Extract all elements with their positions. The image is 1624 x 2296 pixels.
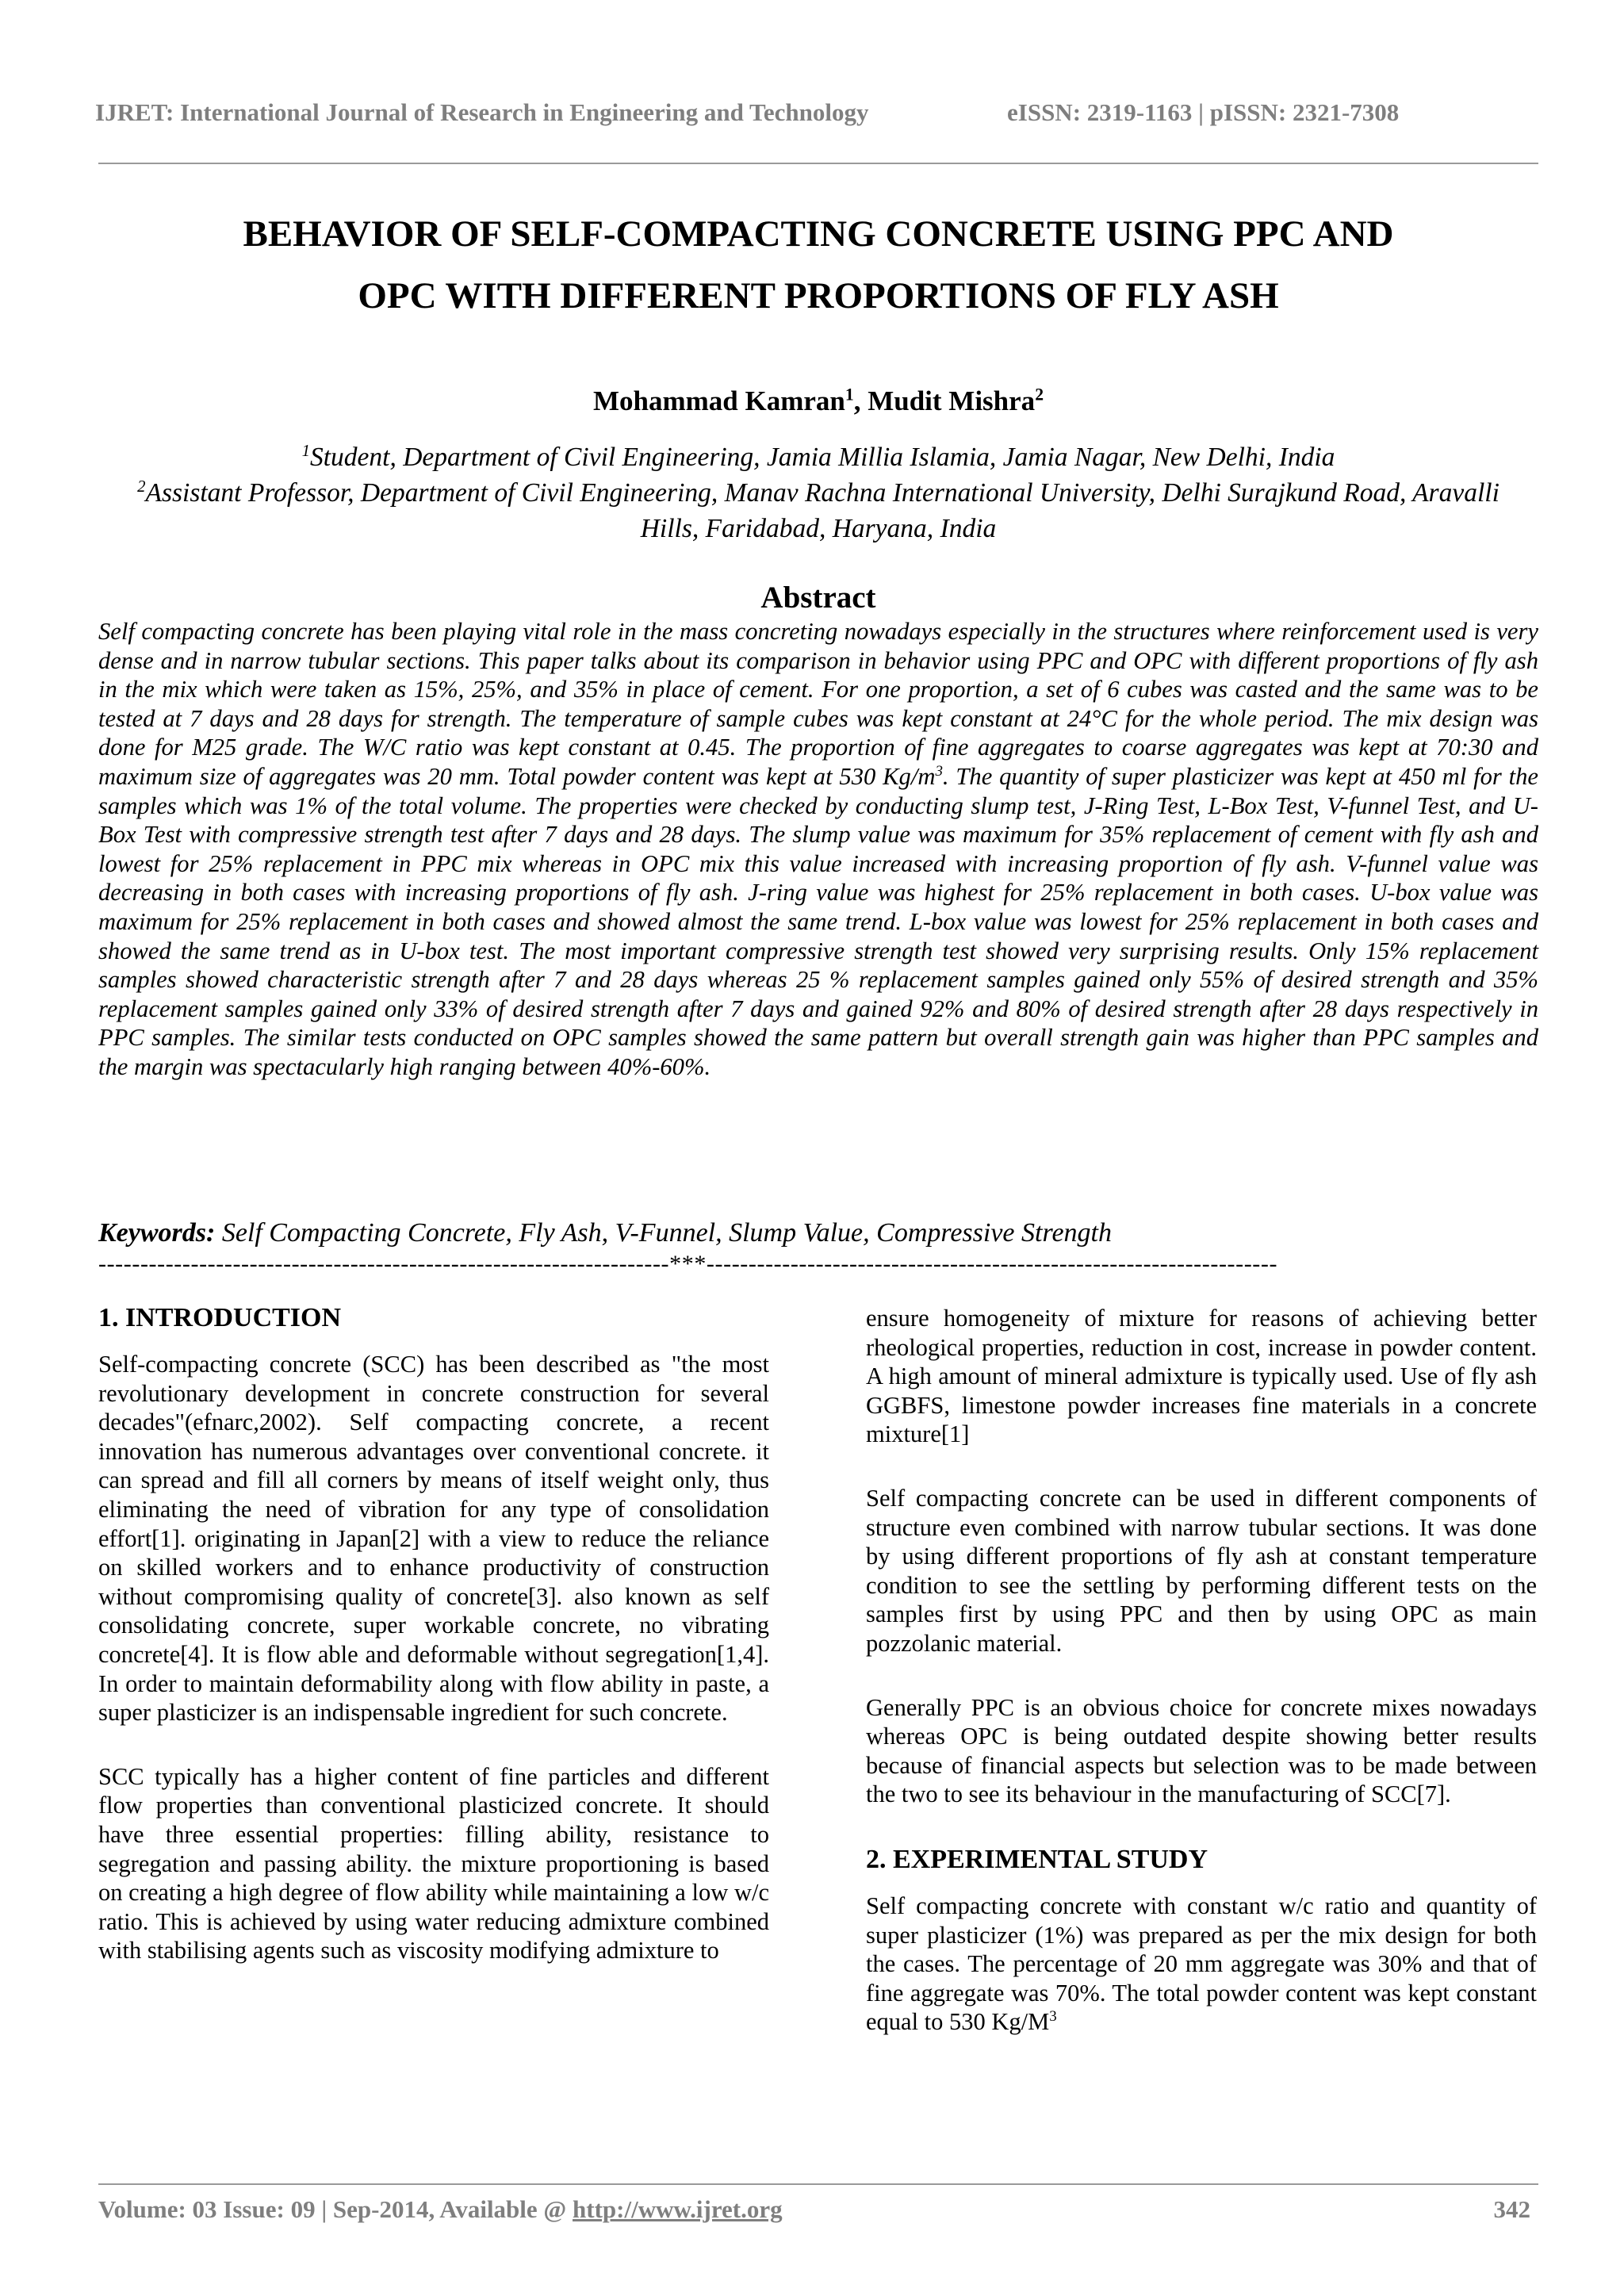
running-header bbox=[95, 98, 1538, 127]
page-number: 342 bbox=[1493, 2195, 1530, 2223]
right-paragraph-2: Self compacting concrete can be used in different components of structure even combined with narrow tubular sections. It was done by using different proportions of fly ash at constant temperature condition to see the settling by performing different tests on the samples first by using PPC and then by using OPC as main pozzolanic material. bbox=[866, 1484, 1537, 1657]
affiliation-1-text: Student, Department of Civil Engineering, Jamia Millia Islamia, Jamia Nagar, New Delhi, India bbox=[309, 443, 1335, 472]
affiliation-2-text: Assistant Professor, Department of Civil Engineering, Manav Rachna International University, Delhi Surajkund Road, Aravalli Hills, Faridabad, Haryana, India bbox=[145, 478, 1500, 543]
author-1: Mohammad Kamran bbox=[592, 385, 845, 416]
abstract-heading: Abstract bbox=[760, 581, 876, 615]
author-2-marker: 2 bbox=[1035, 385, 1044, 404]
experimental-superscript: 3 bbox=[1049, 2008, 1057, 2026]
section-separator: --------------------------------------------------------------------***-------------------------------------------------------------------- bbox=[98, 1251, 1278, 1277]
abstract-superscript: 3 bbox=[935, 762, 943, 780]
affiliations bbox=[119, 439, 1518, 546]
footer-rule bbox=[98, 2183, 1538, 2185]
author-2: Mudit Mishra bbox=[868, 385, 1036, 416]
running-footer bbox=[98, 2195, 1538, 2224]
author-1-marker: 1 bbox=[845, 385, 854, 404]
left-column bbox=[98, 1301, 769, 2000]
affiliation-2 bbox=[119, 475, 1518, 546]
experimental-paragraph-text: Self compacting concrete with constant w/c ratio and quantity of super plasticizer (1%) was prepared as per the mix design for both the cases. The percentage of 20 mm aggregate was 30% and that of fine aggregate was 70%. The total powder content was kept constant equal to 530 Kg/M bbox=[866, 1892, 1537, 2036]
keywords-label: Keywords: bbox=[98, 1218, 216, 1248]
title-line-1: BEHAVIOR OF SELF-COMPACTING CONCRETE USING PPC AND bbox=[243, 213, 1394, 255]
keywords-text: Self Compacting Concrete, Fly Ash, V-Funnel, Slump Value, Compressive Strength bbox=[215, 1218, 1112, 1248]
introduction-heading: 1. INTRODUCTION bbox=[98, 1303, 342, 1332]
author-separator: , bbox=[853, 385, 868, 416]
header-rule bbox=[98, 163, 1538, 164]
abstract-text-b: . The quantity of super plasticizer was kept at 450 ml for the samples which was 1% of the total volume. The properties were checked by conducting slump test, J-Ring Test, L-Box Test, V-funnel Test, and U-Box Test with compressive strength test after 7 days and 28 days. The slump value was maximum for 35% replacement of cement with fly ash and lowest for 25% replacement in PPC mix whereas in OPC mix this value increased with increasing proportion of fly ash. V-funnel value was decreasing in both cases with increasing proportions of fly ash. J-ring value was highest for 25% replacement in both cases. U-box value was maximum for 25% replacement in both cases and showed almost the same trend. L-box value was lowest for 25% replacement in both cases and showed the same trend as in U-box test. The most important compressive strength test showed very surprising results. Only 15% replacement samples showed characteristic strength after 7 and 28 days whereas 25 % replacement samples gained only 55% of desired strength and 35% replacement samples gained only 33% of desired strength after 7 days and gained 92% and 80% of desired strength after 28 days respectively in PPC samples. The similar tests conducted on OPC samples showed the same pattern but overall strength gain was higher than PPC samples and the margin was spectacularly high ranging between 40%-60%. bbox=[98, 762, 1538, 1080]
author-list bbox=[98, 384, 1538, 419]
journal-website-link[interactable]: http://www.ijret.org bbox=[573, 2195, 783, 2223]
right-paragraph-1: ensure homogeneity of mixture for reasons of achieving better rheological properties, reduction in cost, increase in powder content. A high amount of mineral admixture is typically used. Use of fly ash GGBFS, limestone powder increases fine materials in a concrete mixture[1] bbox=[866, 1305, 1537, 1448]
right-paragraph-3: Generally PPC is an obvious choice for concrete mixes nowadays whereas OPC is being outdated despite showing better results because of financial aspects but selection was to be made between the two to see its behaviour in the manufacturing of SCC[7]. bbox=[866, 1693, 1537, 1808]
issn-text: eISSN: 2319-1163 | pISSN: 2321-7308 bbox=[1007, 98, 1400, 126]
experimental-study-heading: 2. EXPERIMENTAL STUDY bbox=[866, 1844, 1208, 1874]
title-line-2: OPC WITH DIFFERENT PROPORTIONS OF FLY ASH bbox=[358, 275, 1279, 316]
paper-title bbox=[98, 203, 1538, 327]
footer-volume-info: Volume: 03 Issue: 09 | Sep-2014, Available @ bbox=[98, 2195, 573, 2223]
journal-name: IJRET: International Journal of Research in Engineering and Technology bbox=[95, 98, 869, 126]
affiliation-2-marker: 2 bbox=[137, 477, 146, 496]
experimental-paragraph-1 bbox=[866, 1892, 1537, 2037]
introduction-paragraph-1: Self-compacting concrete (SCC) has been described as "the most revolutionary development in concrete construction for several decades"(efnarc,2002). Self compacting concrete, a recent innovation has numerous advantages over conventional concrete. it can spread and fill all corners by means of itself weight only, thus eliminating the need of vibration for any type of consolidation effort[1]. originating in Japan[2] with a view to reduce the reliance on skilled workers and to enhance productivity of construction without compromising quality of concrete[3]. also known as self consolidating concrete, super workable concrete, no vibrating concrete[4]. It is flow able and deformable without segregation[1,4]. In order to maintain deformability along with flow ability in paste, a super plasticizer is an indispensable ingredient for such concrete. bbox=[98, 1351, 769, 1727]
right-column bbox=[866, 1304, 1537, 2072]
affiliation-1-marker: 1 bbox=[301, 441, 310, 460]
keywords bbox=[98, 1216, 1538, 1251]
abstract-text-a: Self compacting concrete has been playing vital role in the mass concreting nowadays especially in the structures where reinforcement used is very dense and in narrow tubular sections. This paper talks about its comparison in behavior using PPC and OPC with different proportions of fly ash in the mix which were taken as 15%, 25%, and 35% in place of cement. For one proportion, a set of 6 cubes was casted and the same was to be tested at 7 days and 28 days for strength. The temperature of sample cubes was kept constant at 24°C for the whole period. The mix design was done for M25 grade. The W/C ratio was kept constant at 0.45. The proportion of fine aggregates to coarse aggregates was kept at 70:30 and maximum size of aggregates was 20 mm. Total powder content was kept at 530 Kg/m bbox=[98, 618, 1538, 790]
introduction-paragraph-2: SCC typically has a higher content of fine particles and different flow properties than conventional plasticized concrete. It should have three essential properties: filling ability, resistance to segregation and passing ability. the mixture proportioning is based on creating a high degree of flow ability while maintaining a low w/c ratio. This is achieved by using water reducing admixture combined with stabilising agents such as viscosity modifying admixture to bbox=[98, 1762, 769, 1964]
abstract-text bbox=[98, 617, 1538, 1082]
affiliation-1 bbox=[119, 439, 1518, 475]
